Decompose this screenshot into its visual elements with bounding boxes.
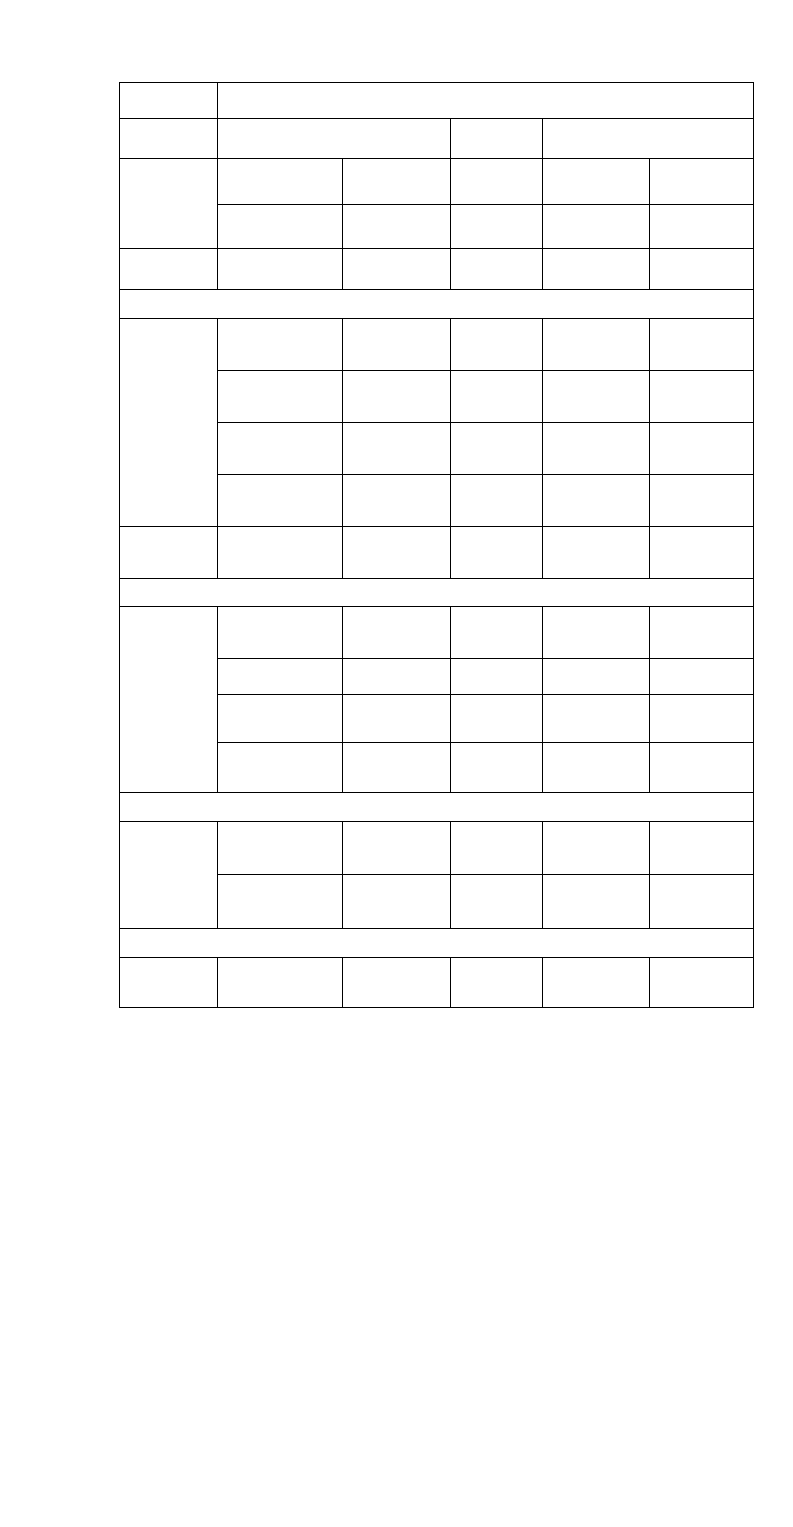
level2-indicator <box>218 423 343 475</box>
actual-value <box>543 822 650 875</box>
level2-indicator <box>218 695 343 743</box>
indicator-header <box>543 249 650 290</box>
goal-row <box>120 579 754 607</box>
target-value <box>451 371 543 423</box>
level2-indicator <box>218 319 343 371</box>
budget-header <box>543 159 650 205</box>
project-expense-value <box>543 119 754 159</box>
level2-indicator <box>218 958 343 1008</box>
level1-indicator <box>120 319 218 527</box>
target-value <box>451 607 543 659</box>
target-value <box>451 319 543 371</box>
score-value <box>650 527 754 579</box>
level1-indicator <box>120 822 218 929</box>
target-value <box>451 875 543 929</box>
score-value <box>650 743 754 793</box>
indicator-header <box>650 249 754 290</box>
unit-value <box>218 83 754 119</box>
target-value <box>451 527 543 579</box>
target-value <box>451 475 543 527</box>
table-body <box>120 83 754 1008</box>
score-value <box>650 607 754 659</box>
actual-value <box>543 319 650 371</box>
level1-indicator <box>120 527 218 579</box>
level2-indicator <box>218 371 343 423</box>
score-value <box>650 659 754 695</box>
level3-indicator <box>343 659 451 695</box>
unit-label <box>120 83 218 119</box>
goal-row <box>120 929 754 958</box>
goal-row <box>120 793 754 822</box>
level3-indicator <box>343 527 451 579</box>
budget-value <box>543 205 650 249</box>
level1-indicator <box>120 607 218 793</box>
budget-header <box>650 159 754 205</box>
level3-indicator <box>343 822 451 875</box>
indicator-row <box>120 607 754 659</box>
goal-title <box>120 290 754 319</box>
budget-value <box>650 205 754 249</box>
score-value <box>650 319 754 371</box>
level3-indicator <box>343 607 451 659</box>
level3-indicator <box>343 875 451 929</box>
basic-expense-label <box>120 119 218 159</box>
budget-header <box>451 159 543 205</box>
level3-indicator <box>343 371 451 423</box>
target-value <box>451 695 543 743</box>
target-value <box>451 423 543 475</box>
indicator-header <box>218 249 343 290</box>
score-value <box>650 423 754 475</box>
level3-indicator <box>343 423 451 475</box>
score-value <box>650 371 754 423</box>
actual-value <box>543 475 650 527</box>
actual-value <box>543 423 650 475</box>
target-value <box>451 659 543 695</box>
indicator-header <box>451 249 543 290</box>
score-value <box>650 958 754 1008</box>
goal-title <box>120 579 754 607</box>
level1-indicator <box>120 958 218 1008</box>
target-value <box>451 958 543 1008</box>
budget-header <box>343 159 451 205</box>
goal-row <box>120 290 754 319</box>
level3-indicator <box>343 695 451 743</box>
score-value <box>650 822 754 875</box>
target-value <box>451 743 543 793</box>
indicator-row <box>120 527 754 579</box>
goal-title <box>120 929 754 958</box>
indicator-header <box>343 249 451 290</box>
level2-indicator <box>218 527 343 579</box>
indicator-header-row <box>120 249 754 290</box>
indicator-row <box>120 958 754 1008</box>
budget-item-name <box>218 205 343 249</box>
actual-value <box>543 743 650 793</box>
indicator-row <box>120 319 754 371</box>
score-value <box>650 695 754 743</box>
level2-indicator <box>218 743 343 793</box>
target-value <box>451 822 543 875</box>
actual-value <box>543 607 650 659</box>
actual-value <box>543 875 650 929</box>
evaluation-table <box>119 82 754 1008</box>
score-value <box>650 475 754 527</box>
goal-title <box>120 793 754 822</box>
budget-value <box>343 205 451 249</box>
basic-expense-value <box>218 119 451 159</box>
actual-value <box>543 527 650 579</box>
budget-blank-cell <box>218 159 343 205</box>
budget-label <box>120 159 218 249</box>
actual-value <box>543 695 650 743</box>
level2-indicator <box>218 875 343 929</box>
unit-row <box>120 83 754 119</box>
level3-indicator <box>343 475 451 527</box>
actual-value <box>543 659 650 695</box>
level2-indicator <box>218 659 343 695</box>
budget-header-row <box>120 159 754 205</box>
score-value <box>650 875 754 929</box>
level2-indicator <box>218 607 343 659</box>
actual-value <box>543 371 650 423</box>
level2-indicator <box>218 822 343 875</box>
project-expense-label <box>451 119 543 159</box>
expense-row <box>120 119 754 159</box>
level3-indicator <box>343 319 451 371</box>
budget-value <box>451 205 543 249</box>
indicator-header <box>120 249 218 290</box>
actual-value <box>543 958 650 1008</box>
level3-indicator <box>343 743 451 793</box>
level3-indicator <box>343 958 451 1008</box>
indicator-row <box>120 822 754 875</box>
level2-indicator <box>218 475 343 527</box>
